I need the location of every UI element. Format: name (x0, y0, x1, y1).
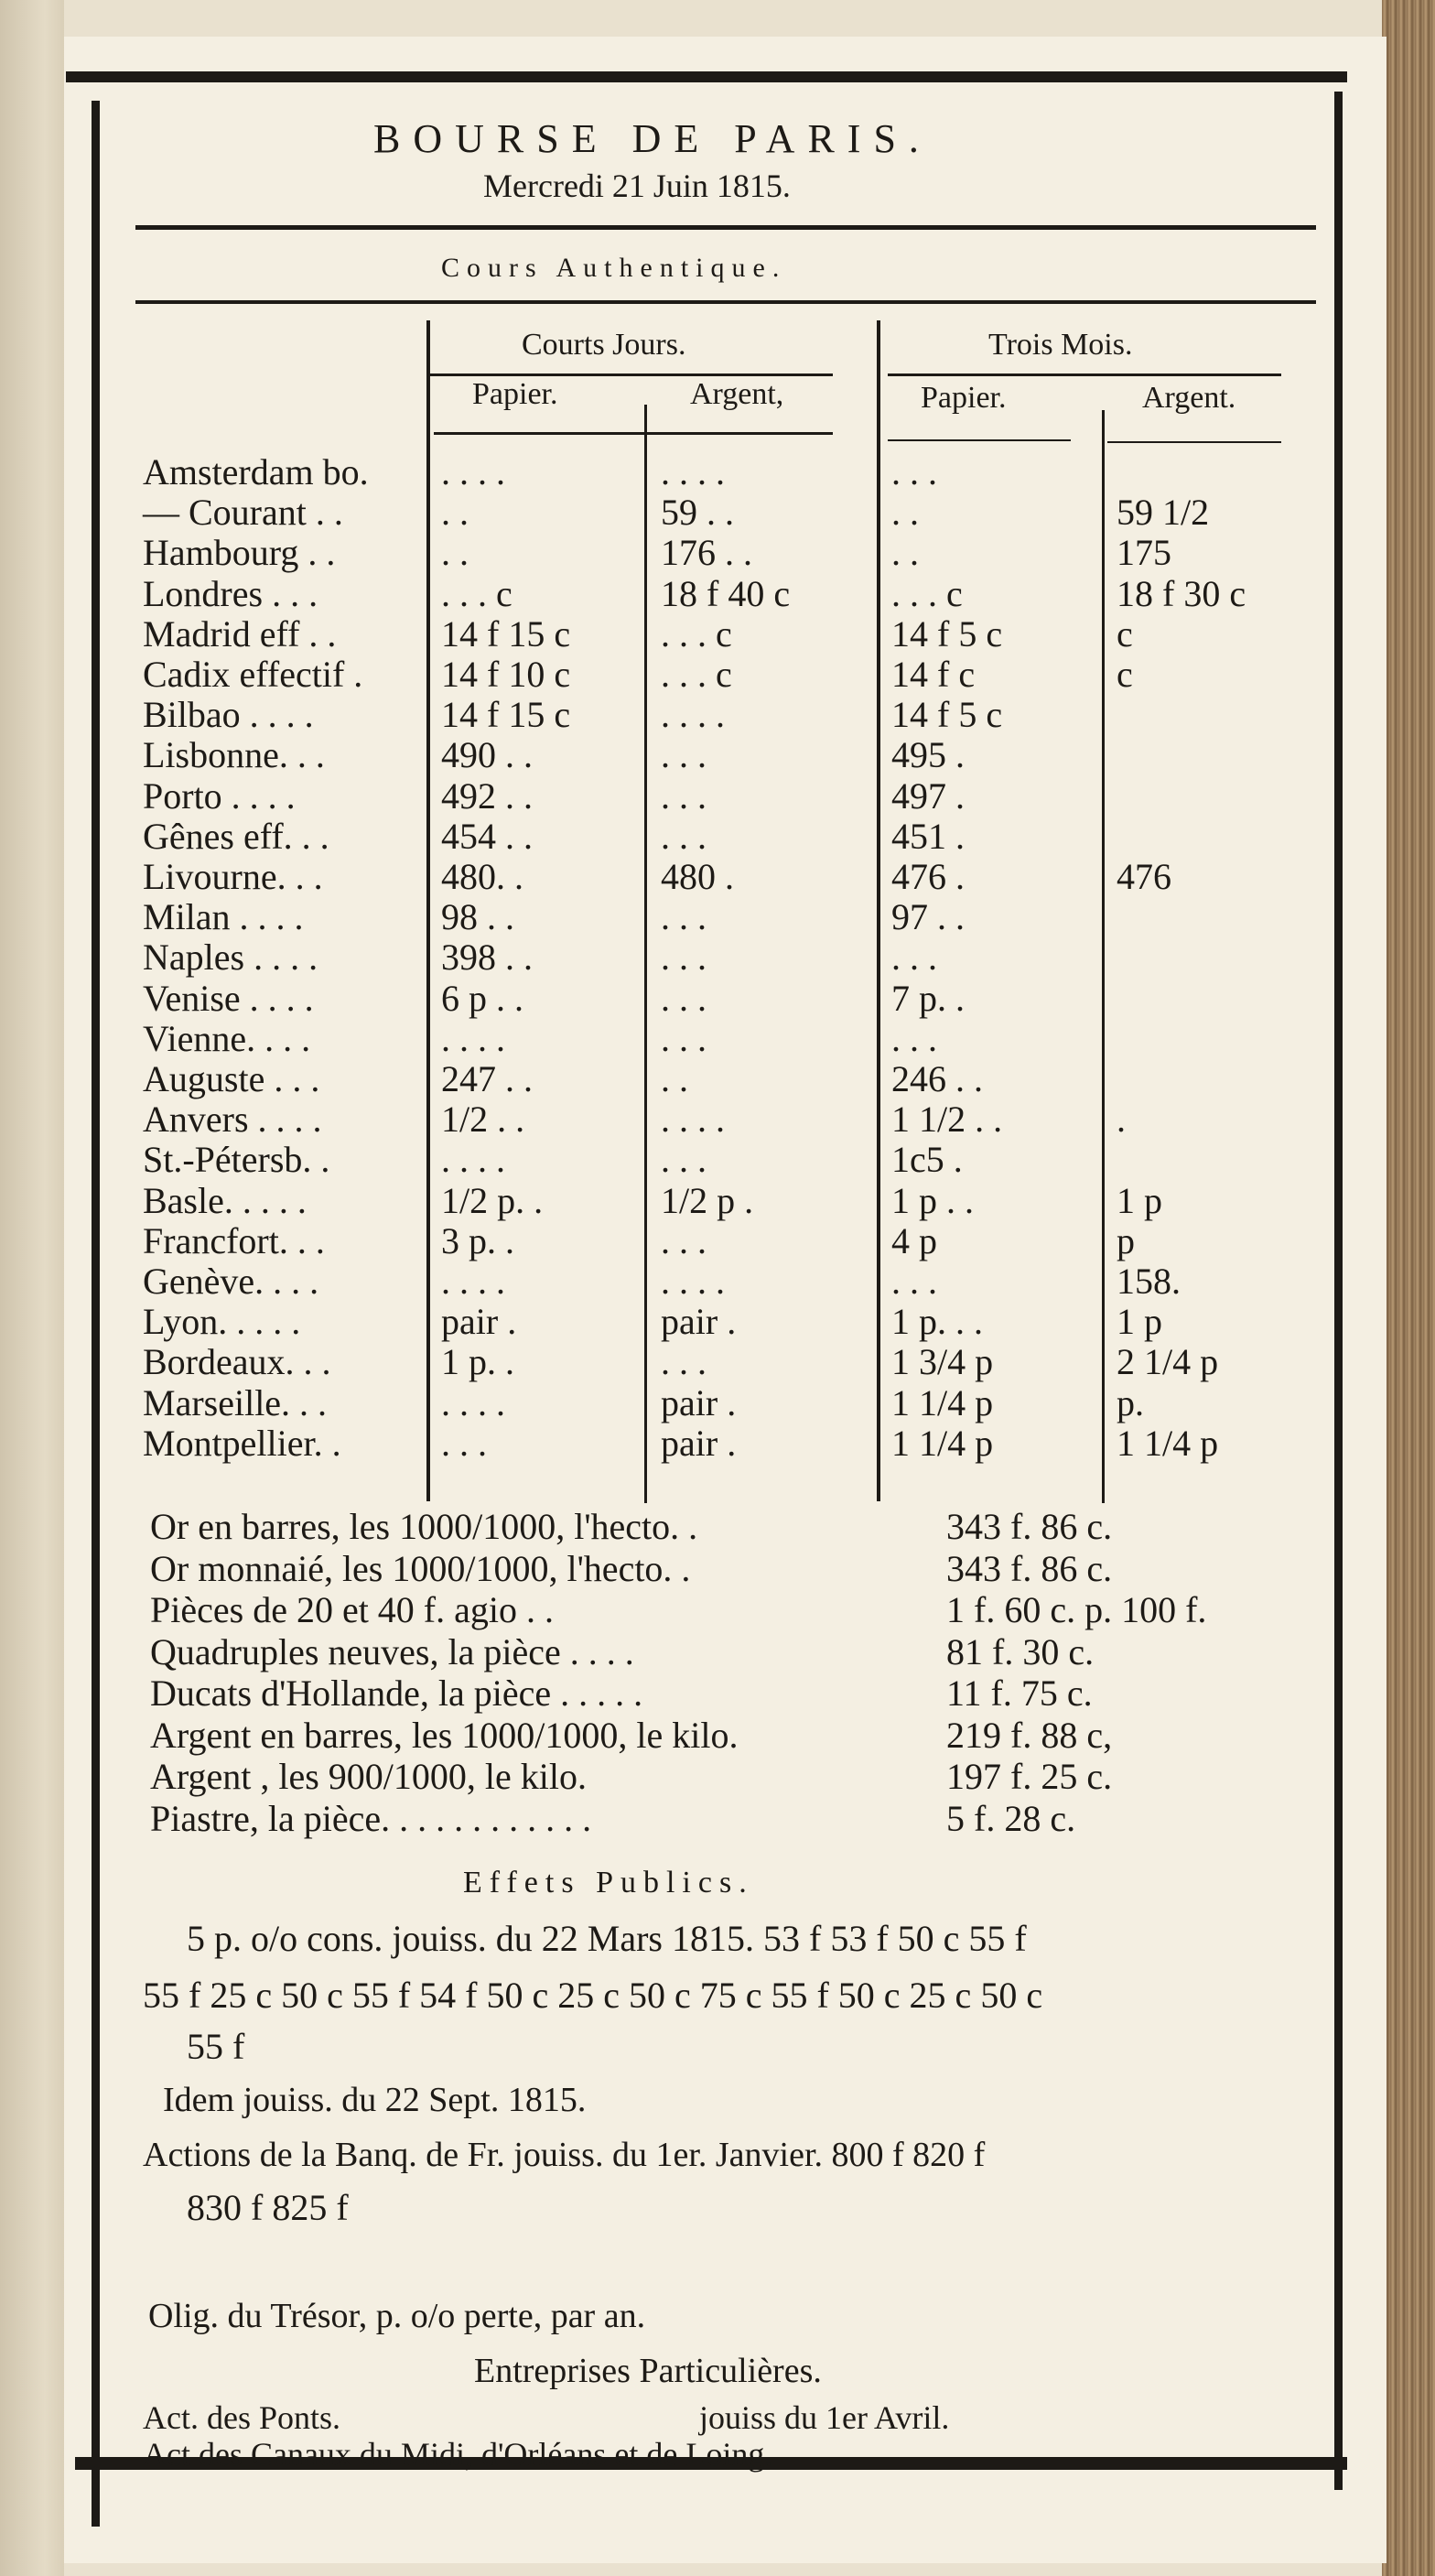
metal-value: 343 f. 86 c. (946, 1506, 1113, 1547)
cj-papier-value: . . . . (441, 1261, 505, 1302)
cj-argent-value: 176 . . (661, 532, 752, 574)
frame-right (1334, 92, 1343, 2490)
courts-jours-heading: Courts Jours. (522, 328, 686, 362)
cj-argent-value: . . . (661, 1219, 707, 1261)
tm-papier-value: 14 f 5 c (891, 694, 1003, 736)
city-name: Lisbonne. . . (143, 734, 325, 776)
tm-argent-value: p (1117, 1219, 1135, 1261)
cj-papier-value: . . . . (441, 451, 505, 492)
cj-argent-value: 1/2 p . (661, 1179, 754, 1221)
tm-argent-value: . (1117, 1099, 1126, 1141)
city-name: Hambourg . . (143, 532, 336, 574)
cj-argent-value: 59 . . (661, 492, 734, 534)
city-name: Cadix effectif . (143, 654, 363, 695)
col-sep-3 (877, 320, 880, 1501)
effets-line-2: 55 f 25 c 50 c 55 f 54 f 50 c 25 c 50 c 75 c 55 f 50 c 25 c 50 c (143, 1975, 1043, 2016)
cj-papier-value: . . (441, 492, 469, 534)
cours-subtitle: Cours Authentique. (441, 253, 787, 283)
tm-argent-value: c (1117, 654, 1133, 695)
effets-line-5: Actions de la Banq. de Fr. jouiss. du 1er. Janvier. 800 f 820 f (143, 2136, 986, 2174)
cj-papier-value: 14 f 15 c (441, 612, 571, 655)
effets-line-6: 830 f 825 f (187, 2187, 349, 2228)
tm-papier-value: 476 . (891, 856, 965, 897)
cj-argent-value: pair . (661, 1381, 737, 1423)
cj-papier-value: 247 . . (441, 1058, 533, 1099)
cj-argent-value: . . . (661, 734, 707, 776)
metal-label: Or monnaié, les 1000/1000, l'hecto. . (150, 1547, 691, 1589)
tm-argent-value: p. (1117, 1381, 1144, 1423)
tm-argent-value: c (1117, 612, 1133, 655)
cj-argent-value: . . . . (661, 451, 725, 492)
city-name: Bilbao . . . . (143, 694, 314, 736)
cj-papier-value: 454 . . (441, 815, 533, 857)
city-name: Madrid eff . . (143, 612, 337, 655)
tm-papier-value: 246 . . (891, 1058, 983, 1099)
entreprises-heading: Entreprises Particulières. (474, 2352, 822, 2390)
tm-papier-value: 14 f 5 c (891, 612, 1003, 655)
cj-papier-value: . . . . (441, 1017, 505, 1059)
col-argent-1: Argent, (690, 377, 784, 411)
tm-papier-value: . . . (891, 1261, 937, 1302)
tm-papier-value: . . (891, 532, 919, 574)
cj-argent-value: . . . . (661, 694, 725, 736)
tm-papier-value: 4 p (891, 1219, 937, 1261)
metal-value: 81 f. 30 c. (946, 1630, 1095, 1672)
cj-papier-value: 398 . . (441, 936, 533, 979)
metal-value: 5 f. 28 c. (946, 1797, 1076, 1839)
cj-papier-value: 6 p . . (441, 977, 523, 1019)
tm-papier-value: 1 3/4 p (891, 1341, 994, 1383)
tm-papier-value: 1 p . . (891, 1179, 974, 1221)
tm-papier-value: . . . c (891, 572, 963, 614)
cj-papier-value: 1 p. . (441, 1341, 514, 1383)
effets-line-4: Idem jouiss. du 22 Sept. 1815. (163, 2081, 587, 2119)
tm-papier-value: 497 . (891, 774, 965, 817)
cj-argent-value: . . . (661, 1017, 707, 1059)
cj-argent-value: . . . (661, 815, 707, 857)
tm-papier-value: . . (891, 492, 919, 534)
cj-argent-value: pair . (661, 1422, 737, 1464)
tm-papier-value: . . . (891, 451, 937, 492)
cj-argent-value: . . . (661, 977, 707, 1019)
cj-papier-value: 1/2 . . (441, 1099, 525, 1141)
courts-jours-underline (430, 373, 833, 376)
tm-papier-value: 1 1/4 p (891, 1422, 994, 1464)
cj-argent-value: . . . (661, 1139, 707, 1181)
book-gutter-left (0, 0, 64, 2576)
cj-argent-value: pair . (661, 1301, 737, 1343)
cj-argent-value: . . . c (661, 612, 732, 655)
city-name: Porto . . . . (143, 774, 296, 817)
ponts-line-label: Act. des Ponts. (143, 2399, 340, 2436)
city-name: St.-Pétersb. . (143, 1139, 330, 1181)
tm-papier-value: 1c5 . (891, 1139, 963, 1181)
tm-papier-value: 1 1/4 p (891, 1381, 994, 1423)
col-sep-4 (1102, 410, 1105, 1503)
metal-label: Ducats d'Hollande, la pièce . . . . . (150, 1672, 643, 1714)
cj-papier-value: . . . c (441, 572, 512, 614)
city-name: Livourne. . . (143, 856, 323, 897)
header-rule-2 (135, 300, 1316, 304)
tm-papier-value: 1 p. . . (891, 1301, 983, 1343)
city-name: Lyon. . . . . (143, 1301, 301, 1343)
cj-papier-value: . . . (441, 1422, 487, 1464)
effets-line-1: 5 p. o/o cons. jouiss. du 22 Mars 1815. 53 f 53 f 50 c 55 f (187, 1918, 1027, 1959)
trois-mois-underline (888, 373, 1281, 376)
city-name: Auguste . . . (143, 1058, 320, 1099)
city-name: Anvers . . . . (143, 1099, 322, 1141)
col-argent-2: Argent. (1142, 381, 1236, 415)
tm-argent-value: 1 1/4 p (1117, 1422, 1219, 1464)
book-page-edges (1382, 0, 1435, 2576)
cj-argent-value: 18 f 40 c (661, 572, 791, 614)
tresor-line: Olig. du Trésor, p. o/o perte, par an. (148, 2297, 646, 2335)
cj-argent-value: 480 . (661, 856, 734, 897)
city-name: Gênes eff. . . (143, 815, 329, 857)
cj-argent-value: . . . (661, 936, 707, 979)
almanac-page (64, 37, 1386, 2563)
cj-argent-value: . . . (661, 1341, 707, 1383)
metal-value: 197 f. 25 c. (946, 1756, 1113, 1797)
city-name: Bordeaux. . . (143, 1341, 331, 1383)
cj-papier-value: 1/2 p. . (441, 1179, 544, 1221)
cj-papier-value: 490 . . (441, 734, 533, 776)
tm-papier-value: . . . (891, 936, 937, 979)
cj-papier-value: 480. . (441, 856, 523, 897)
cj-papier-value: 492 . . (441, 774, 533, 817)
col-sep-1 (426, 320, 430, 1501)
subheader-rule-3 (1107, 441, 1281, 443)
tm-argent-value: 2 1/4 p (1117, 1341, 1219, 1383)
col-papier-2: Papier. (921, 381, 1007, 415)
metal-label: Argent , les 900/1000, le kilo. (150, 1756, 587, 1797)
tm-argent-value: 18 f 30 c (1117, 572, 1246, 614)
tm-papier-value: . . . (891, 1017, 937, 1059)
tm-papier-value: 1 1/2 . . (891, 1099, 1003, 1141)
effets-line-3: 55 f (187, 2026, 245, 2067)
cj-argent-value: . . . (661, 896, 707, 938)
city-name: Milan . . . . (143, 896, 304, 938)
cj-papier-value: 98 . . (441, 896, 514, 938)
tm-argent-value: 1 p (1117, 1301, 1162, 1343)
trois-mois-heading: Trois Mois. (988, 328, 1133, 362)
date-line: Mercredi 21 Juin 1815. (483, 168, 791, 204)
tm-argent-value: 59 1/2 (1117, 492, 1210, 534)
metal-label: Quadruples neuves, la pièce . . . . (150, 1630, 634, 1672)
subheader-rule-2 (888, 439, 1071, 441)
city-name: Montpellier. . (143, 1422, 341, 1464)
effets-heading: Effets Publics. (463, 1866, 754, 1900)
page-title: BOURSE DE PARIS. (373, 116, 932, 161)
city-name: Amsterdam bo. (143, 451, 369, 492)
cj-papier-value: . . (441, 532, 469, 574)
metal-value: 219 f. 88 c, (946, 1714, 1113, 1756)
tm-papier-value: 451 . (891, 815, 965, 857)
tm-papier-value: 495 . (891, 734, 965, 776)
tm-papier-value: 7 p. . (891, 977, 965, 1019)
metal-value: 343 f. 86 c. (946, 1547, 1113, 1589)
city-name: Francfort. . . (143, 1219, 325, 1261)
tm-papier-value: 97 . . (891, 896, 965, 938)
frame-top (66, 71, 1347, 82)
cj-argent-value: . . (661, 1058, 688, 1099)
cj-argent-value: . . . c (661, 654, 732, 695)
metal-label: Argent en barres, les 1000/1000, le kilo. (150, 1714, 739, 1756)
city-name: Marseille. . . (143, 1381, 328, 1423)
metal-label: Piastre, la pièce. . . . . . . . . . . . (150, 1797, 592, 1839)
canaux-line: Act des Canaux du Midi, d'Orléans et de Loing. (143, 2436, 773, 2473)
city-name: Venise . . . . (143, 977, 314, 1019)
frame-left (92, 101, 100, 2527)
tm-argent-value: 158. (1117, 1261, 1181, 1302)
cj-argent-value: . . . . (661, 1099, 725, 1141)
tm-papier-value: 14 f c (891, 654, 976, 695)
cj-papier-value: pair . (441, 1301, 517, 1343)
metal-label: Or en barres, les 1000/1000, l'hecto. . (150, 1506, 698, 1547)
cj-argent-value: . . . . (661, 1261, 725, 1302)
tm-argent-value: 476 (1117, 856, 1171, 897)
ponts-line-date: jouiss du 1er Avril. (699, 2399, 950, 2436)
metal-value: 1 f. 60 c. p. 100 f. (946, 1589, 1207, 1630)
city-name: Vienne. . . . (143, 1017, 311, 1059)
city-name: Naples . . . . (143, 936, 318, 979)
metal-label: Pièces de 20 et 40 f. agio . . (150, 1589, 554, 1630)
cj-papier-value: 14 f 10 c (441, 654, 571, 695)
metal-value: 11 f. 75 c. (946, 1672, 1093, 1714)
col-papier-1: Papier. (472, 377, 558, 411)
city-name: Basle. . . . . (143, 1179, 307, 1221)
cj-papier-value: . . . . (441, 1139, 505, 1181)
city-name: — Courant . . (143, 492, 343, 534)
cj-papier-value: 3 p. . (441, 1219, 514, 1261)
city-name: Londres . . . (143, 572, 318, 614)
col-sep-2 (644, 405, 647, 1503)
tm-argent-value: 1 p (1117, 1179, 1162, 1221)
cj-papier-value: 14 f 15 c (441, 694, 571, 736)
tm-argent-value: 175 (1117, 532, 1171, 574)
header-rule-1 (135, 225, 1316, 230)
subheader-rule-1 (434, 432, 833, 435)
cj-papier-value: . . . . (441, 1381, 505, 1423)
city-name: Genève. . . . (143, 1261, 319, 1302)
cj-argent-value: . . . (661, 774, 707, 817)
